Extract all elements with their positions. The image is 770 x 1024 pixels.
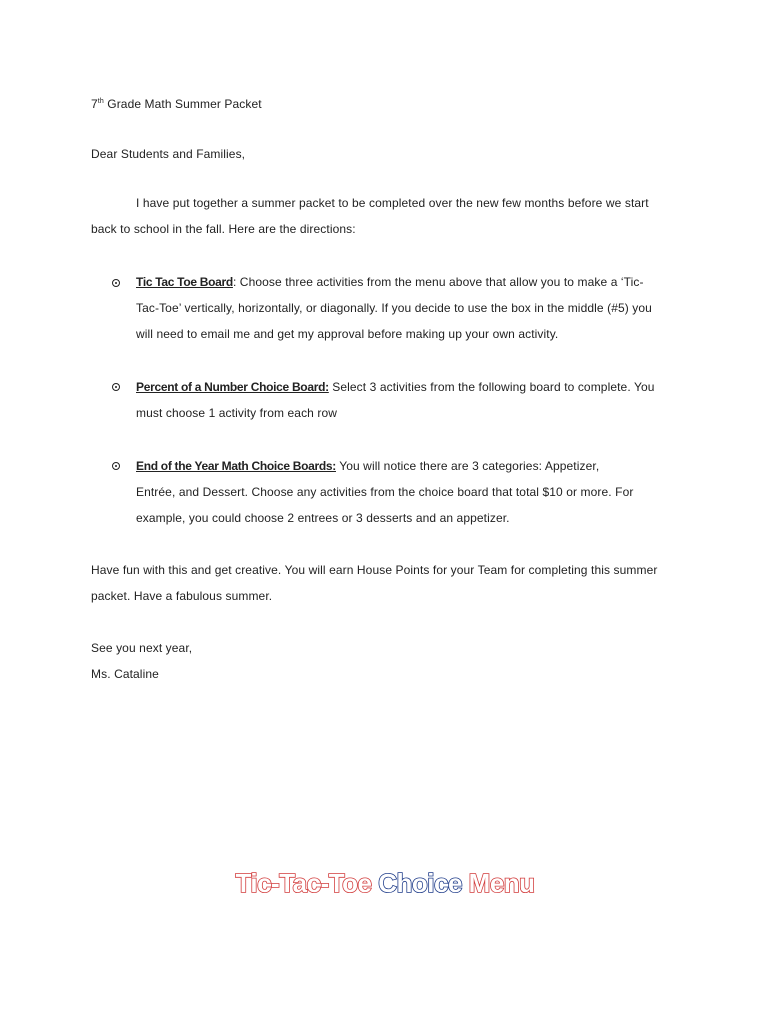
intro-line-1: I have put together a summer packet to be completed over the new few months before we start: [136, 196, 649, 210]
closing-line-2: packet. Have a fabulous summer.: [91, 589, 273, 603]
bullet-3-text: You will notice there are 3 categories: Appetizer,: [335, 459, 600, 473]
title-number: 7: [91, 97, 98, 111]
closing-line-1: Have fun with this and get creative. You will earn House Points for your Team for completing this summer: [91, 563, 658, 577]
menu-heading-part-2: Choice: [378, 868, 462, 898]
tic-tac-toe-menu-heading: [0, 866, 770, 900]
bullet-3-line-1: [136, 458, 599, 474]
bullet-icon: [112, 383, 120, 391]
intro-line-2: back to school in the fall. Here are the directions:: [91, 222, 356, 236]
menu-heading-part-1: Tic-Tac-Toe: [235, 868, 372, 898]
bullet-1-line-2: Tac-Toe’ vertically, horizontally, or diagonally. If you decide to use the box in the middle (#5) you: [136, 301, 652, 315]
signoff-line: See you next year,: [91, 641, 193, 655]
bullet-3-term: End of the Year Math Choice Boards:: [136, 459, 336, 473]
bullet-1-line-3: will need to email me and get my approval before making up your own activity.: [136, 327, 559, 341]
title-superscript: th: [97, 98, 104, 105]
bullet-2-term: Percent of a Number Choice Board:: [136, 380, 329, 394]
bullet-1-line-1: [136, 274, 644, 290]
bullet-2-line-2: must choose 1 activity from each row: [136, 406, 338, 420]
greeting: Dear Students and Families,: [91, 147, 246, 161]
bullet-icon: [112, 279, 120, 287]
title-text: Grade Math Summer Packet: [103, 97, 262, 111]
packet-title: [91, 94, 262, 112]
bullet-3-line-3: example, you could choose 2 entrees or 3 desserts and an appetizer.: [136, 511, 510, 525]
bullet-2-line-1: [136, 379, 655, 395]
signature-name: Ms. Cataline: [91, 667, 159, 681]
bullet-1-term: Tic Tac Toe Board: [136, 275, 233, 289]
bullet-3-line-2: Entrée, and Dessert. Choose any activities from the choice board that total $10 or more. For: [136, 485, 634, 499]
bullet-1-text: : Choose three activities from the menu above that allow you to make a ‘Tic-: [232, 275, 644, 289]
menu-heading-part-3: Menu: [468, 868, 535, 898]
bullet-2-text: Select 3 activities from the following board to complete. You: [328, 380, 655, 394]
bullet-icon: [112, 462, 120, 470]
